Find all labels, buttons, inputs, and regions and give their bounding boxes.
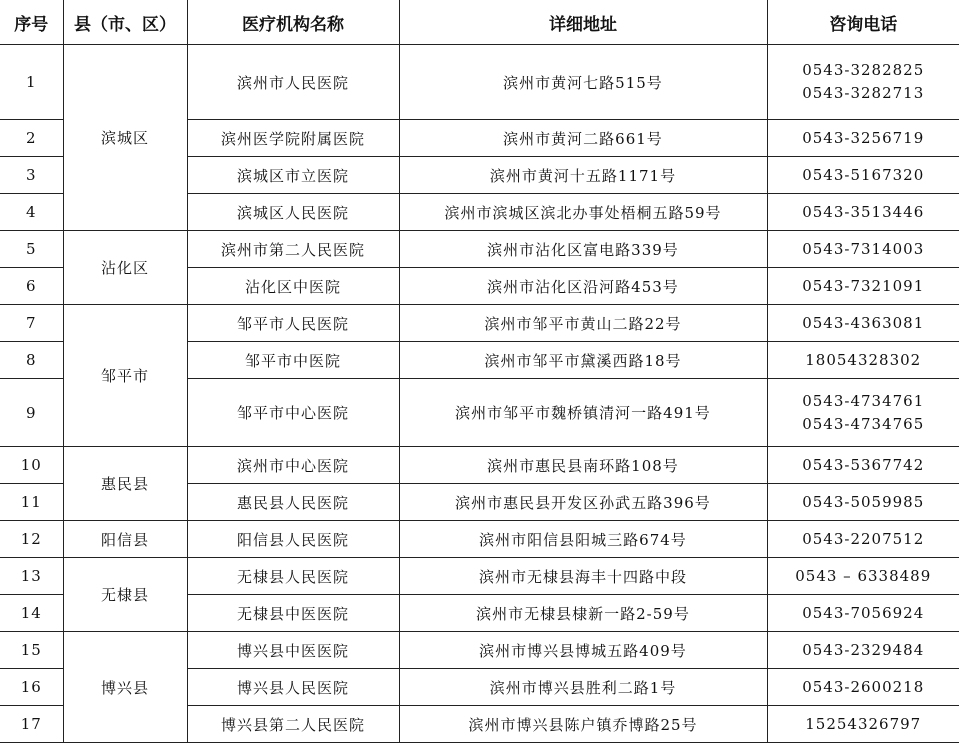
phone-cell	[767, 669, 959, 706]
phone-number: 0543 – 6338489	[795, 566, 932, 585]
phone-number: 0543-5367742	[802, 455, 925, 474]
phone-number: 15254326797	[805, 714, 922, 733]
row-index: 6	[0, 268, 63, 305]
phone-number: 0543-5167320	[802, 165, 925, 184]
phone-number: 0543-3282825	[802, 61, 925, 79]
county-cell: 惠民县	[63, 447, 187, 521]
address-cell: 滨州市黄河二路661号	[399, 120, 767, 157]
header-index: 序号	[0, 0, 63, 45]
address-cell: 滨州市无棣县棣新一路2-59号	[399, 595, 767, 632]
phone-cell	[767, 45, 959, 120]
address-cell: 滨州市邹平市黄山二路22号	[399, 305, 767, 342]
address-cell: 滨州市黄河七路515号	[399, 45, 767, 120]
institution-name: 滨州市中心医院	[187, 447, 399, 484]
institution-name: 无棣县人民医院	[187, 558, 399, 595]
row-index: 4	[0, 194, 63, 231]
address-cell: 滨州市邹平市魏桥镇清河一路491号	[399, 379, 767, 447]
phone-number: 18054328302	[805, 350, 922, 369]
institution-name: 惠民县人民医院	[187, 484, 399, 521]
address-cell: 滨州市惠民县南环路108号	[399, 447, 767, 484]
phone-cell	[767, 268, 959, 305]
address-cell: 滨州市惠民县开发区孙武五路396号	[399, 484, 767, 521]
phone-number: 0543-2600218	[802, 677, 925, 696]
phone-number: 0543-7321091	[802, 276, 925, 295]
county-cell: 无棣县	[63, 558, 187, 632]
row-index: 13	[0, 558, 63, 595]
row-index: 7	[0, 305, 63, 342]
phone-cell	[767, 484, 959, 521]
phone-number: 0543-5059985	[802, 492, 925, 511]
address-cell: 滨州市博兴县胜利二路1号	[399, 669, 767, 706]
institution-name: 博兴县人民医院	[187, 669, 399, 706]
address-cell: 滨州市滨城区滨北办事处梧桐五路59号	[399, 194, 767, 231]
institution-name: 滨城区市立医院	[187, 157, 399, 194]
phone-number: 0543-3256719	[802, 128, 925, 147]
institution-name: 滨城区人民医院	[187, 194, 399, 231]
address-cell: 滨州市沾化区沿河路453号	[399, 268, 767, 305]
phone-cell	[767, 706, 959, 743]
institution-name: 邹平市中医院	[187, 342, 399, 379]
phone-number: 0543-4363081	[802, 313, 925, 332]
row-index: 10	[0, 447, 63, 484]
phone-cell	[767, 305, 959, 342]
institution-name: 邹平市中心医院	[187, 379, 399, 447]
table-row	[0, 558, 959, 595]
header-address: 详细地址	[399, 0, 767, 45]
row-index: 9	[0, 379, 63, 447]
institution-name: 博兴县中医医院	[187, 632, 399, 669]
address-cell: 滨州市黄河十五路1171号	[399, 157, 767, 194]
phone-cell	[767, 595, 959, 632]
county-cell: 博兴县	[63, 632, 187, 743]
phone-cell	[767, 447, 959, 484]
county-cell: 滨城区	[63, 45, 187, 231]
table-row	[0, 305, 959, 342]
address-cell: 滨州市博兴县陈户镇乔博路25号	[399, 706, 767, 743]
phone-number: 0543-2207512	[802, 529, 925, 548]
institution-name: 阳信县人民医院	[187, 521, 399, 558]
phone-number: 0543-3282713	[802, 84, 925, 102]
header-county: 县（市、区）	[63, 0, 187, 45]
row-index: 17	[0, 706, 63, 743]
table-row	[0, 521, 959, 558]
header-phone: 咨询电话	[767, 0, 959, 45]
row-index: 5	[0, 231, 63, 268]
county-cell: 沾化区	[63, 231, 187, 305]
county-cell: 阳信县	[63, 521, 187, 558]
row-index: 15	[0, 632, 63, 669]
address-cell: 滨州市沾化区富电路339号	[399, 231, 767, 268]
phone-number: 0543-3513446	[802, 202, 925, 221]
phone-cell	[767, 120, 959, 157]
table-row	[0, 447, 959, 484]
phone-cell	[767, 231, 959, 268]
row-index: 8	[0, 342, 63, 379]
row-index: 2	[0, 120, 63, 157]
row-index: 11	[0, 484, 63, 521]
row-index: 12	[0, 521, 63, 558]
row-index: 16	[0, 669, 63, 706]
phone-number: 0543-4734765	[802, 414, 925, 433]
institution-name: 滨州市第二人民医院	[187, 231, 399, 268]
phone-cell	[767, 558, 959, 595]
table-row	[0, 632, 959, 669]
county-cell: 邹平市	[63, 305, 187, 447]
institution-name: 博兴县第二人民医院	[187, 706, 399, 743]
table-body	[0, 45, 959, 743]
phone-number: 0543-7314003	[802, 239, 925, 258]
address-cell: 滨州市博兴县博城五路409号	[399, 632, 767, 669]
table-row	[0, 231, 959, 268]
header-institution: 医疗机构名称	[187, 0, 399, 45]
row-index: 1	[0, 45, 63, 120]
institution-name: 滨州市人民医院	[187, 45, 399, 120]
header-row	[0, 0, 959, 45]
phone-cell	[767, 632, 959, 669]
institution-name: 滨州医学院附属医院	[187, 120, 399, 157]
table-row	[0, 45, 959, 120]
row-index: 3	[0, 157, 63, 194]
address-cell: 滨州市无棣县海丰十四路中段	[399, 558, 767, 595]
address-cell: 滨州市邹平市黛溪西路18号	[399, 342, 767, 379]
phone-cell	[767, 379, 959, 447]
phone-cell	[767, 521, 959, 558]
institution-name: 沾化区中医院	[187, 268, 399, 305]
address-cell: 滨州市阳信县阳城三路674号	[399, 521, 767, 558]
row-index: 14	[0, 595, 63, 632]
phone-number: 0543-7056924	[802, 603, 925, 622]
phone-cell	[767, 157, 959, 194]
phone-cell	[767, 342, 959, 379]
phone-number: 0543-4734761	[802, 391, 925, 410]
phone-number: 0543-2329484	[802, 640, 925, 659]
institution-name: 无棣县中医医院	[187, 595, 399, 632]
phone-cell	[767, 194, 959, 231]
institution-name: 邹平市人民医院	[187, 305, 399, 342]
